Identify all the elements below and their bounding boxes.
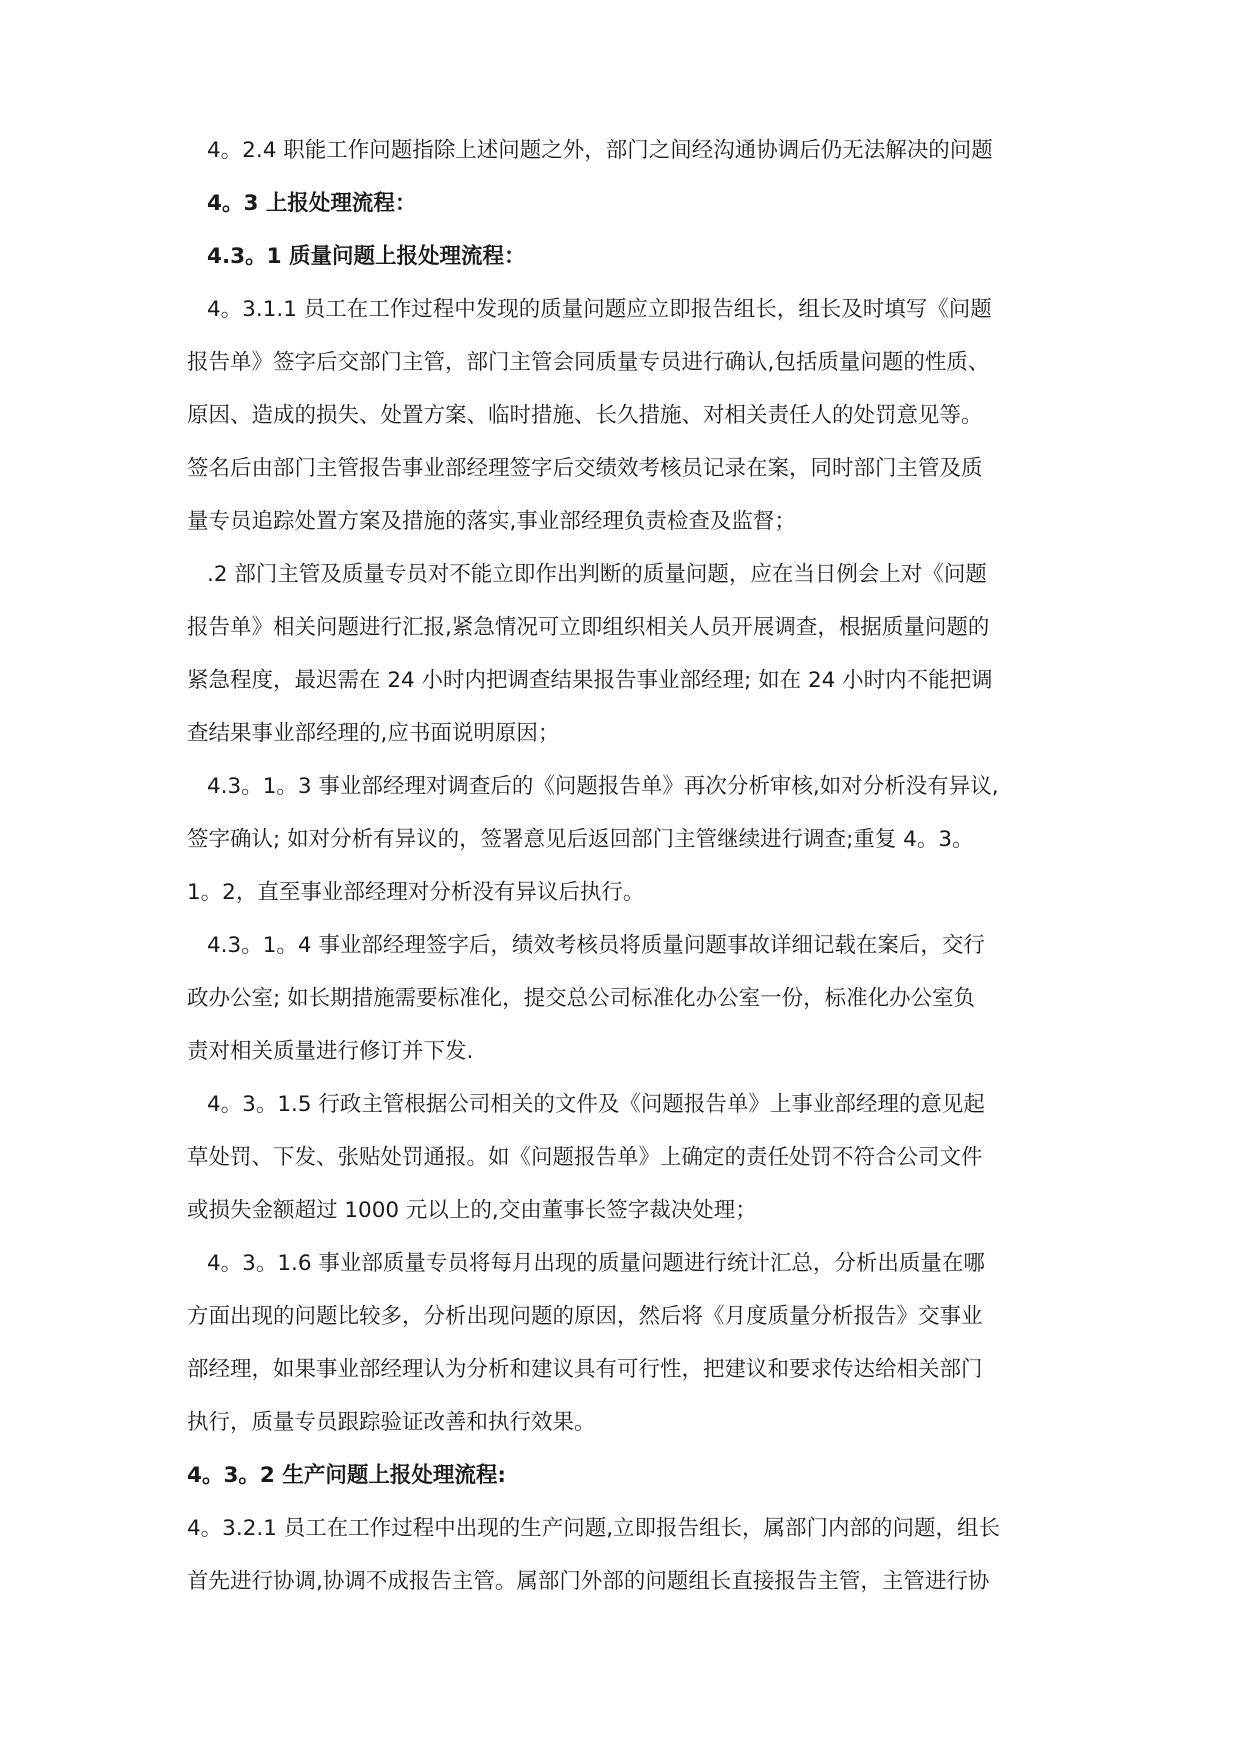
paragraph-4-2-4: 4。2.4 职能工作问题指除上述问题之外，部门之间经沟通协调后仍无法解决的问题	[207, 138, 993, 163]
text-line: 签字确认; 如对分析有异议的，签署意见后返回部门主管继续进行调查;重复 4。3。	[187, 827, 974, 852]
section-heading-4-3-2: 4。3。2 生产问题上报处理流程:	[187, 1463, 506, 1488]
paragraph-4-3-1-6	[187, 1237, 1102, 1449]
text-line: 原因、造成的损失、处置方案、临时措施、长久措施、对相关责任人的处罚意见等。	[187, 403, 983, 428]
text-line: 首先进行协调,协调不成报告主管。属部门外部的问题组长直接报告主管，主管进行协	[187, 1569, 990, 1594]
paragraph-4-3-1-4	[187, 919, 1102, 1078]
text-line: 4。3.2.1 员工在工作过程中出现的生产问题,立即报告组长，属部门内部的问题，组长	[187, 1516, 1001, 1541]
text-line: 查结果事业部经理的,应书面说明原因；	[187, 721, 560, 746]
text-line: 责对相关质量进行修订并下发.	[187, 1039, 474, 1064]
paragraph-4-3-1-1	[187, 283, 1102, 548]
text-line: 4.3。1。4 事业部经理签字后，绩效考核员将质量问题事故详细记载在案后，交行	[207, 933, 985, 958]
section-heading-4-3: 4。3 上报处理流程：	[207, 191, 417, 216]
text-line: 4。3。1.5 行政主管根据公司相关的文件及《问题报告单》上事业部经理的意见起	[207, 1092, 985, 1117]
text-line: 4。3。1.6 事业部质量专员将每月出现的质量问题进行统计汇总，分析出质量在哪	[207, 1251, 985, 1276]
paragraph-4-3-1-5	[187, 1078, 1102, 1237]
text-line: 方面出现的问题比较多，分析出现问题的原因，然后将《月度质量分析报告》交事业	[187, 1304, 983, 1329]
paragraph-4-3-2-1	[187, 1502, 1102, 1608]
text-line: 执行，质量专员跟踪验证改善和执行效果。	[187, 1410, 596, 1435]
text-line: 或损失金额超过 1000 元以上的,交由董事长签字裁决处理；	[187, 1198, 757, 1223]
text-line: 紧急程度，最迟需在 24 小时内把调查结果报告事业部经理; 如在 24 小时内不能把调	[187, 668, 993, 693]
section-heading-4-3-1: 4.3。1 质量问题上报处理流程：	[207, 244, 526, 269]
paragraph-4-3-1-2	[187, 548, 1102, 760]
paragraph-4-3-1-3	[187, 760, 1102, 919]
text-line: 报告单》相关问题进行汇报,紧急情况可立即组织相关人员开展调查，根据质量问题的	[187, 615, 990, 640]
text-line: 签名后由部门主管报告事业部经理签字后交绩效考核员记录在案，同时部门主管及质	[187, 456, 983, 481]
text-line: 量专员追踪处置方案及措施的落实,事业部经理负责检查及监督；	[187, 509, 796, 534]
text-line: 报告单》签字后交部门主管，部门主管会同质量专员进行确认,包括质量问题的性质、	[187, 350, 990, 375]
document-body	[187, 124, 1102, 1608]
text-line: .2 部门主管及质量专员对不能立即作出判断的质量问题，应在当日例会上对《问题	[207, 562, 987, 587]
text-line: 部经理，如果事业部经理认为分析和建议具有可行性，把建议和要求传达给相关部门	[187, 1357, 983, 1382]
text-line: 政办公室; 如长期措施需要标准化，提交总公司标准化办公室一份，标准化办公室负	[187, 986, 976, 1011]
text-line: 草处罚、下发、张贴处罚通报。如《问题报告单》上确定的责任处罚不符合公司文件	[187, 1145, 983, 1170]
text-line: 1。2，直至事业部经理对分析没有异议后执行。	[187, 880, 645, 905]
text-line: 4.3。1。3 事业部经理对调查后的《问题报告单》再次分析审核,如对分析没有异议,	[207, 774, 999, 799]
text-line: 4。3.1.1 员工在工作过程中发现的质量问题应立即报告组长，组长及时填写《问题	[207, 297, 992, 322]
